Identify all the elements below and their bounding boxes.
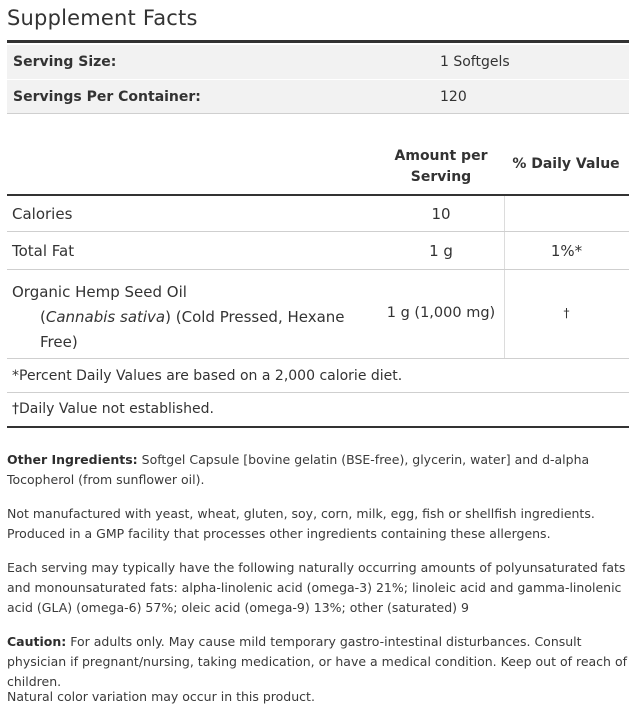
caution-label: Caution: bbox=[7, 634, 67, 649]
page-title: Supplement Facts bbox=[7, 6, 198, 30]
hemp-open-paren: ( bbox=[40, 308, 46, 326]
nutrient-name bbox=[12, 280, 372, 355]
allergen-statement: Not manufactured with yeast, wheat, gluten, soy, corn, milk, egg, fish or shellfish ingredients. Produced in a GMP facility that processes other ingredients containing these allergens. bbox=[7, 506, 595, 541]
nutrient-row-hemp-seed-oil bbox=[7, 270, 629, 358]
servings-per-container-value: 120 bbox=[440, 89, 467, 105]
amount-per-serving-header bbox=[382, 146, 500, 188]
nutrient-dv: 1%* bbox=[550, 242, 583, 260]
color-variation-note: Natural color variation may occur in this product. bbox=[7, 689, 315, 704]
facts-bottom-rule bbox=[7, 426, 629, 428]
row-divider bbox=[7, 358, 629, 359]
footnote-divider bbox=[7, 392, 629, 393]
serving-divider bbox=[7, 113, 629, 114]
serving-size-label: Serving Size: bbox=[13, 54, 117, 70]
other-ingredients-text: Softgel Capsule [bovine gelatin (BSE-free), glycerin, water] and d-alpha Tocopherol (from sunflower oil). bbox=[7, 452, 590, 487]
caution-text: For adults only. May cause mild temporary gastro-intestinal disturbances. Consult physician if pregnant/nursing, taking medication, or have a medical condition. Keep out of reach of children. bbox=[7, 634, 627, 689]
nutrient-amount: 1 g (1,000 mg) bbox=[386, 305, 496, 321]
servings-per-container-row bbox=[7, 80, 629, 114]
percent-daily-note: *Percent Daily Values are based on a 2,000 calorie diet. bbox=[12, 368, 403, 384]
servings-per-container-label: Servings Per Container: bbox=[13, 89, 201, 105]
amount-header-line2: Serving bbox=[410, 169, 472, 185]
nutrient-name: Calories bbox=[12, 205, 73, 223]
title-divider bbox=[7, 40, 629, 43]
nutrient-row-total-fat bbox=[7, 232, 629, 269]
nutrient-amount: 10 bbox=[431, 205, 451, 223]
hemp-name-line2 bbox=[12, 305, 372, 330]
hemp-name-line1: Organic Hemp Seed Oil bbox=[12, 283, 187, 301]
hemp-name-rest: ) (Cold Pressed, Hexane bbox=[165, 308, 345, 326]
hemp-name-line3: Free) bbox=[40, 333, 78, 351]
nutrient-name: Total Fat bbox=[12, 242, 75, 260]
caution-statement bbox=[7, 632, 627, 692]
dv-cell bbox=[504, 196, 629, 231]
nutrient-dv: † bbox=[563, 306, 570, 320]
daily-value-header: % Daily Value bbox=[512, 156, 620, 172]
amount-header-line1: Amount per bbox=[394, 148, 488, 164]
fatty-acids-statement: Each serving may typically have the following naturally occurring amounts of polyunsaturated fats and monounsaturated fats: alpha-linolenic acid (omega-3) 21%; linoleic acid and gamma-linolenic acid (GLA) (omega-6) 57%; oleic acid (omega-9) 13%; other (saturated) 9 bbox=[7, 560, 626, 615]
dagger-note: †Daily Value not established. bbox=[12, 401, 214, 417]
nutrient-row-calories bbox=[7, 196, 629, 231]
nutrient-amount: 1 g bbox=[429, 242, 453, 260]
other-ingredients bbox=[7, 450, 627, 490]
other-ingredients-label: Other Ingredients: bbox=[7, 452, 138, 467]
serving-size-row bbox=[7, 45, 629, 79]
serving-size-value: 1 Softgels bbox=[440, 54, 510, 70]
hemp-latin-name: Cannabis sativa bbox=[45, 308, 166, 326]
